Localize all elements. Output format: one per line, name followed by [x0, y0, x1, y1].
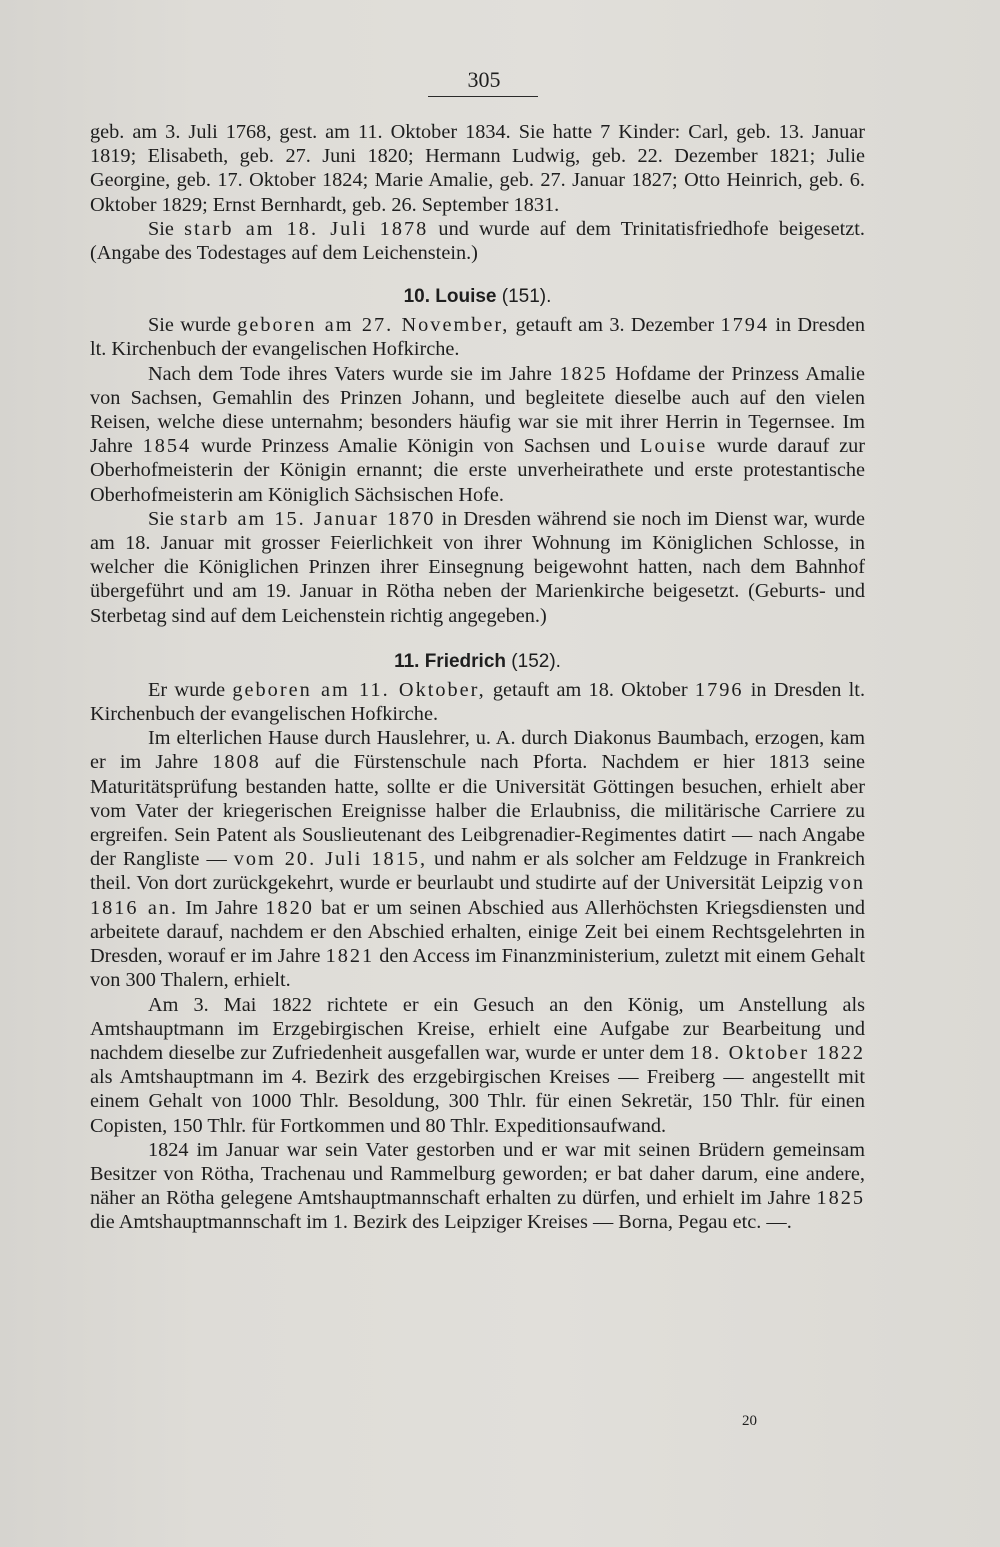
- spaced-text: 1820: [265, 896, 314, 919]
- paragraph-louise-court: [90, 362, 865, 507]
- text-run: Er wurde: [148, 678, 233, 701]
- section-heading-friedrich: [90, 650, 865, 674]
- paragraph-friedrich-appointment: [90, 993, 865, 1138]
- heading-index: (151).: [501, 286, 552, 308]
- text-run: Im Jahre: [178, 896, 266, 919]
- page-number-rule: [428, 96, 538, 97]
- spaced-text: 1825: [816, 1187, 865, 1210]
- paragraph-friedrich-birth: [90, 678, 865, 726]
- spaced-text: Louise: [640, 435, 708, 458]
- spaced-text: 1808: [212, 751, 261, 774]
- paragraph-friedrich-education: [90, 726, 865, 992]
- text-run: getauft am 18. Oktober: [485, 678, 695, 701]
- paragraph-louise-death: [90, 507, 865, 628]
- text-run: 1824 im Januar war sein Vater gestorben und er war mit seinen Brüdern gemeinsam Besitzer von Rötha, Trachenau und Rammelburg geworden; er bat daher darum, eine andere, näher an Rötha gelegene Amtshauptmannschaft erhalten zu dürfen, und erhielt im Jahre: [90, 1138, 865, 1210]
- text-run: und nahm er als solcher am Feldzuge in Frankreich theil. Von dort zurückgekehrt, wurde er beurlaubt und studirte auf der Universität Leipzig: [90, 848, 866, 895]
- spaced-text: 1854: [142, 435, 192, 458]
- text-run: wurde darauf zur Oberhofmeisterin der Königin ernannt; die erste unverheirathete und erste protestantische Oberhofmeisterin am Königlich Sächsischen Hofe.: [90, 435, 865, 506]
- text-run: wurde Prinzess Amalie Königin von Sachsen und: [191, 435, 641, 458]
- text-run: Sie wurde: [148, 314, 238, 337]
- spaced-text: geboren am 11. Oktober,: [232, 678, 486, 701]
- paragraph-louise-birth: [90, 313, 865, 361]
- spaced-text: 18. Oktober 1822: [689, 1041, 865, 1064]
- text-run: und wurde auf dem Trinitatisfriedhofe beigesetzt. (Angabe des Todestages auf dem Leichenstein.): [90, 217, 865, 265]
- signature-mark: 20: [742, 1413, 757, 1429]
- spaced-text: 1821: [325, 945, 375, 968]
- paragraph-children-list: [90, 120, 865, 217]
- text-run: bat er um seinen Abschied aus Allerhöchsten Kriegsdiensten und arbeitete darauf, nachdem er den Abschied erhalten, einige Zeit bei einem Rechtsgelehrten in Dresden, worauf er im Jahre: [90, 896, 865, 968]
- page-body: [90, 120, 865, 1235]
- section-heading-louise: [90, 285, 865, 309]
- heading-index: (152).: [511, 650, 561, 672]
- spaced-text: starb am 15. Januar 1870: [180, 507, 436, 530]
- text-run: Im elterlichen Hause durch Hauslehrer, u. A. durch Diakonus Baumbach, erzogen, kam er im Jahre: [90, 727, 865, 774]
- text-run: getauft am 3. Dezember: [509, 314, 721, 337]
- text-run: die Amtshauptmannschaft im 1. Bezirk des Leipziger Kreises — Borna, Pegau etc. —.: [90, 1211, 792, 1234]
- text-run: Sie: [148, 217, 185, 240]
- spaced-text: starb am 18. Juli 1878: [184, 217, 429, 240]
- heading-title: 10. Louise: [403, 286, 497, 308]
- spaced-text: 1794: [720, 314, 770, 337]
- text-run: den Access im Finanzministerium, zuletzt mit einem Gehalt von 300 Thalern, erhielt.: [90, 945, 865, 992]
- text-run: in Dresden lt. Kirchenbuch der evangelischen Hofkirche.: [90, 678, 866, 726]
- text-run: Sie: [148, 507, 180, 530]
- paragraph-death-1878: [90, 217, 865, 265]
- text-run: als Amtshauptmann im 4. Bezirk des erzgebirgischen Kreises — Freiberg — angestellt mit einem Gehalt von 1000 Thlr. Besoldung, 300 Thlr. für einen Sekretär, 150 Thlr. für einen Copisten, 150 Thlr. für Fortkommen und 80 Thlr. Expeditionsaufwand.: [90, 1066, 865, 1137]
- paragraph-text: geb. am 3. Juli 1768, gest. am 11. Oktober 1834. Sie hatte 7 Kinder: Carl, geb. 13. Januar 1819; Elisabeth, geb. 27. Juni 1820; Hermann Ludwig, geb. 22. Dezember 1821; Julie Georgine, geb. 17. Oktober 1824; Marie Amalie, geb. 27. Januar 1827; Otto Heinrich, geb. 6. Oktober 1829; Ernst Bernhardt, geb. 26. September 1831.: [90, 121, 865, 216]
- text-run: in Dresden lt. Kirchenbuch der evangelischen Hofkirche.: [90, 314, 865, 361]
- spaced-text: von 1816 an.: [90, 872, 865, 919]
- text-run: auf die Fürstenschule nach Pforta. Nachdem er hier 1813 seine Maturitätsprüfung bestanden hatte, sollte er die Universität Göttingen besuchen, erhielt aber vom Vater der kriegerischen Ereignisse halber die Erlaubniss, die militärische Carriere zu ergreifen. Sein Patent als Souslieutenant des Leibgrenadier-Regimentes datirt — nach Angabe der Rangliste —: [90, 751, 865, 871]
- text-run: Nach dem Tode ihres Vaters wurde sie im Jahre: [148, 362, 560, 385]
- spaced-text: 1796: [694, 678, 744, 701]
- paragraph-friedrich-borna: [90, 1138, 865, 1235]
- page-number: 305: [467, 67, 501, 92]
- text-run: in Dresden während sie noch im Dienst war, wurde am 18. Januar mit grosser Feierlichkeit von ihrer Wohnung im Königlichen Schlosse, in welcher die Königlichen Prinzen ihrer Einsegnung beigewohnt hatten, nach dem Bahnhof übergeführt und am 19. Januar in Rötha neben der Marienkirche beigesetzt. (Geburts- und Sterbetag sind auf dem Leichenstein richtig angegeben.): [90, 507, 865, 627]
- spaced-text: 1825: [559, 362, 608, 385]
- text-run: Hofdame der Prinzess Amalie von Sachsen, Gemahlin des Prinzen Johann, und begleitete dieselbe auch auf den vielen Reisen, welche diese unternahm; besonders häufig war sie mit ihrer Herrin in Tegernsee. Im Jahre: [90, 362, 866, 458]
- heading-title: 11. Friedrich: [394, 650, 507, 672]
- spaced-text: geboren am 27. November,: [237, 314, 510, 337]
- spaced-text: vom 20. Juli 1815,: [233, 848, 428, 871]
- text-run: Am 3. Mai 1822 richtete er ein Gesuch an den König, um Anstellung als Amtshauptmann im Erzgebirgischen Kreise, erhielt eine Aufgabe zur Bearbeitung und nachdem dieselbe zur Zufriedenheit ausgefallen war, wurde er unter dem: [90, 993, 865, 1064]
